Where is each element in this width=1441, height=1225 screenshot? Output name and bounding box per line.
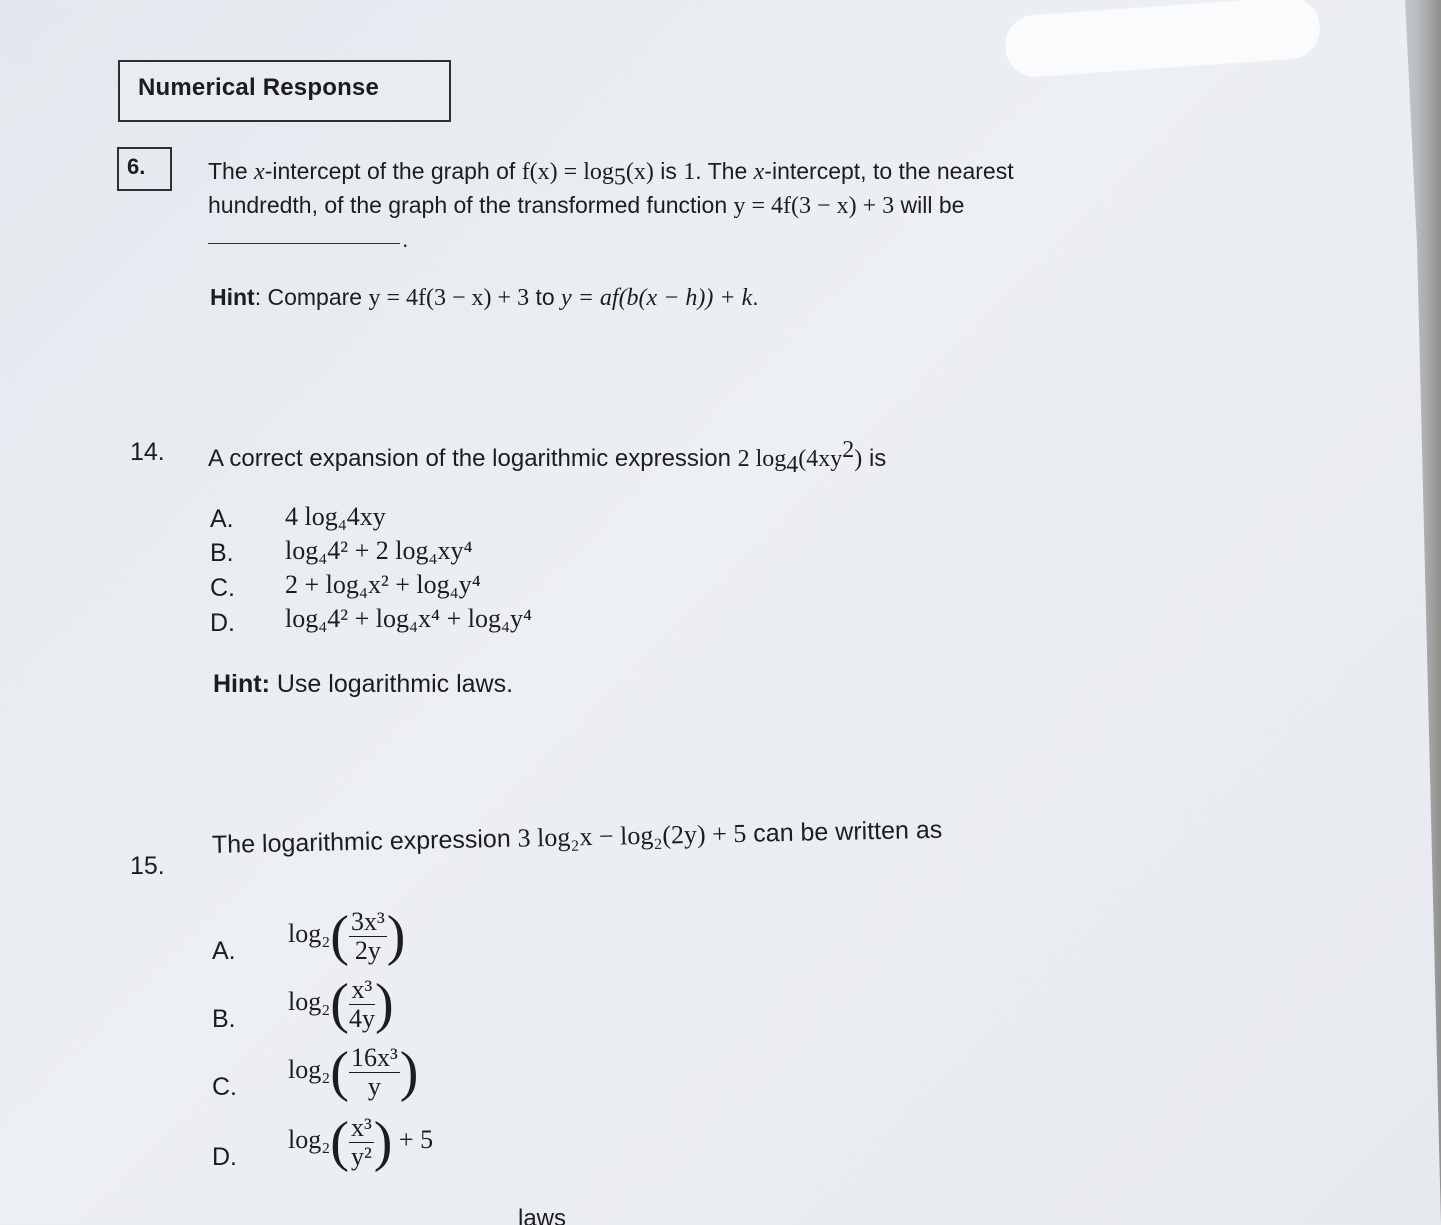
- q6-text: -intercept, to the nearest: [764, 158, 1014, 184]
- q15-option-a-letter[interactable]: A.: [212, 937, 236, 965]
- q14-exponent: 2: [842, 437, 855, 463]
- q15-expression: 3 log₂x − log₂(2y) + 5: [517, 818, 747, 853]
- q6-log-arg: (x): [625, 159, 654, 185]
- question-14-hint: [213, 670, 513, 699]
- log-base-2: log₂: [288, 918, 331, 948]
- question-6-line-2: [208, 192, 964, 220]
- q15-option-c-letter[interactable]: C.: [212, 1073, 237, 1101]
- cutoff-text: laws: [518, 1205, 567, 1225]
- question-14-number: 14.: [130, 438, 165, 466]
- q14-option-b-letter[interactable]: B.: [210, 539, 234, 567]
- q15-option-a[interactable]: [288, 904, 405, 968]
- q15-option-c[interactable]: [288, 1040, 418, 1104]
- q14-option-d-letter[interactable]: D.: [210, 609, 235, 637]
- numerator: 16x³: [350, 1043, 398, 1073]
- q14-expr-arg: ): [854, 446, 863, 472]
- denominator: y²: [350, 1141, 372, 1171]
- answer-blank[interactable]: [208, 243, 400, 244]
- hint-equation-2: y = af(b(x − h)) + k: [561, 285, 753, 311]
- hint-equation-1: y = 4f(3 − x) + 3: [368, 285, 530, 311]
- q6-text: hundredth, of the graph of the transformed function: [208, 192, 734, 218]
- log-base-2: log₂: [288, 986, 331, 1016]
- q15-stem-text: The logarithmic expression: [211, 824, 518, 859]
- paper-edge: [1381, 0, 1441, 1225]
- fraction: [349, 976, 375, 1032]
- right-paren: ): [374, 973, 394, 1035]
- q6-text: will be: [894, 192, 965, 218]
- q15-option-d[interactable]: [288, 1110, 433, 1174]
- q6-var-x: x: [254, 159, 265, 185]
- q14-option-d[interactable]: log₄4² + log₄x⁴ + log₄y⁴: [285, 604, 533, 633]
- hint-label: Hint: [210, 284, 255, 310]
- right-paren: ): [399, 1041, 419, 1103]
- left-paren: (: [330, 1111, 349, 1173]
- hint-text: to: [529, 284, 562, 310]
- q14-option-a-letter[interactable]: A.: [210, 505, 234, 533]
- q6-var-x: x: [753, 159, 765, 185]
- q15-stem-text: can be written as: [746, 815, 943, 848]
- question-6-number: 6.: [127, 154, 146, 179]
- q14-option-a[interactable]: 4 log₄4xy: [285, 502, 386, 531]
- q6-text: is: [653, 158, 684, 184]
- denominator: 4y: [348, 1003, 375, 1033]
- q6-function: f(x) = log: [521, 159, 614, 185]
- question-6-hint: [210, 284, 759, 312]
- q6-text: -intercept of the graph of: [264, 158, 522, 184]
- q14-expr-arg: (4xy: [798, 446, 843, 472]
- hint-text: Use logarithmic laws.: [269, 670, 514, 698]
- hint-label: Hint:: [213, 670, 270, 698]
- left-paren: (: [330, 973, 349, 1035]
- q14-stem-text: is: [862, 445, 887, 472]
- q15-option-b-letter[interactable]: B.: [212, 1005, 236, 1033]
- redaction-mark: [1003, 0, 1322, 79]
- q14-option-b[interactable]: log₄4² + 2 log₄xy⁴: [285, 536, 473, 565]
- q14-expr: 2 log: [737, 446, 787, 472]
- blank-period: .: [402, 226, 409, 252]
- question-14-stem: [208, 437, 886, 479]
- q14-log-base: 4: [786, 451, 799, 478]
- denominator: 2y: [354, 935, 381, 965]
- q6-text: The: [208, 158, 255, 184]
- numerator: x³: [350, 1113, 372, 1143]
- numerator: x³: [349, 976, 375, 1004]
- q6-transformed-function: y = 4f(3 − x) + 3: [733, 193, 895, 219]
- right-paren: ): [386, 905, 406, 967]
- left-paren: (: [330, 905, 349, 967]
- fraction: [349, 1044, 400, 1100]
- hint-text: .: [752, 284, 759, 310]
- q6-text: . The: [695, 158, 754, 184]
- section-title: Numerical Response: [138, 74, 380, 101]
- question-15-stem: [212, 815, 943, 860]
- q6-value: 1: [683, 159, 696, 185]
- plus-five: + 5: [398, 1124, 434, 1154]
- hint-text: : Compare: [254, 284, 369, 310]
- fraction: [349, 908, 387, 964]
- left-paren: (: [330, 1041, 349, 1103]
- q14-stem-text: A correct expansion of the logarithmic expression: [208, 445, 738, 472]
- denominator: y: [367, 1071, 381, 1101]
- question-15-number: 15.: [130, 852, 165, 880]
- q14-option-c-letter[interactable]: C.: [210, 574, 235, 602]
- numerator: 3x³: [350, 907, 385, 937]
- log-base-2: log₂: [288, 1124, 331, 1154]
- question-6-line-1: [208, 158, 1014, 192]
- log-base-2: log₂: [288, 1054, 331, 1084]
- q6-log-base: 5: [613, 164, 626, 191]
- right-paren: ): [373, 1111, 393, 1173]
- q14-option-c[interactable]: 2 + log₄x² + log₄y⁴: [285, 570, 481, 599]
- q15-option-b[interactable]: [288, 972, 394, 1036]
- fraction: [349, 1114, 374, 1170]
- q15-option-d-letter[interactable]: D.: [212, 1143, 237, 1171]
